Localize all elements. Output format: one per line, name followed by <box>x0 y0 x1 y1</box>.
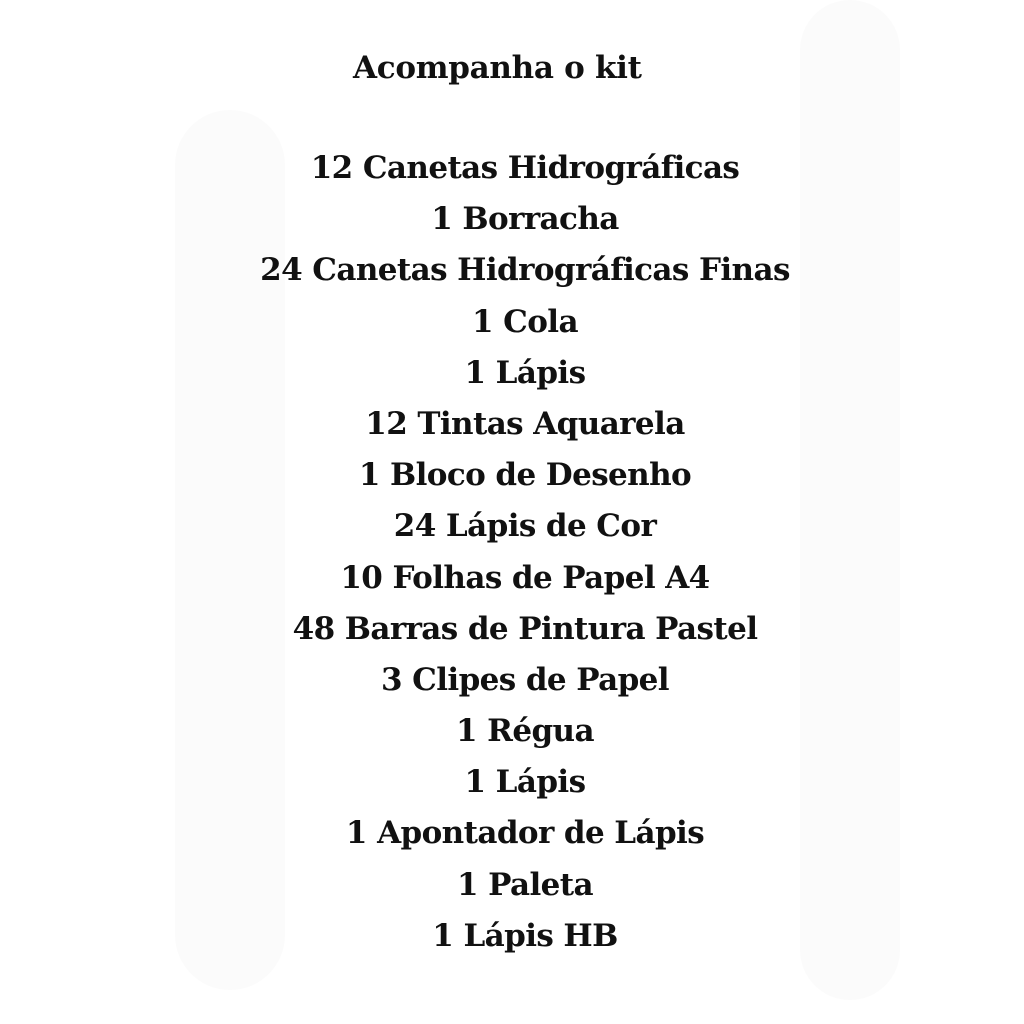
kit-item: 24 Canetas Hidrográficas Finas <box>260 252 790 289</box>
kit-item: 12 Tintas Aquarela <box>365 405 685 442</box>
kit-item: 1 Borracha <box>431 201 619 238</box>
kit-title: Acompanha o kit <box>353 50 642 86</box>
kit-item: 48 Barras de Pintura Pastel <box>292 610 758 647</box>
kit-item: 12 Canetas Hidrográficas <box>310 150 740 186</box>
kit-item: 3 Clipes de Papel <box>381 661 669 698</box>
kit-item: 1 Lápis <box>464 764 586 801</box>
kit-item: 1 Régua <box>456 713 594 750</box>
kit-item: 1 Cola <box>472 303 578 340</box>
kit-item: 1 Paleta <box>456 866 594 903</box>
kit-item: 1 Bloco de Desenho <box>358 457 692 494</box>
kit-item: 10 Folhas de Papel A4 <box>340 559 710 596</box>
kit-item: 1 Apontador de Lápis <box>345 815 705 852</box>
kit-item-list <box>0 143 1024 962</box>
kit-item: 1 Lápis HB <box>432 917 618 954</box>
kit-item: 24 Lápis de Cor <box>393 508 657 545</box>
kit-item: 1 Lápis <box>464 354 586 391</box>
